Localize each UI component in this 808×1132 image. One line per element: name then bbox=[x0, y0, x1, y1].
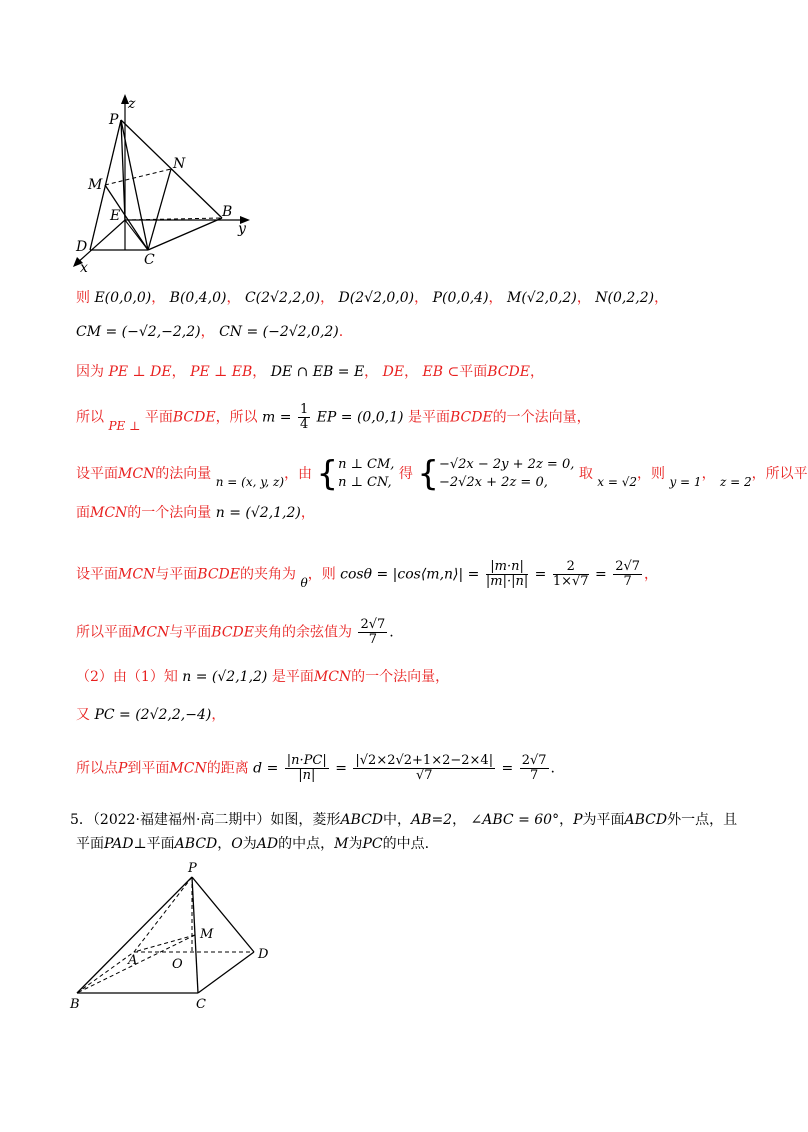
sep: ， bbox=[654, 290, 669, 306]
num: 2√7 bbox=[615, 559, 641, 574]
fig2-label-O: O bbox=[172, 957, 183, 972]
fraction bbox=[613, 560, 642, 589]
math: PC bbox=[362, 836, 383, 852]
figure-pyramid-coordinate bbox=[68, 92, 268, 277]
text: 所以点 bbox=[76, 760, 118, 777]
text: 平面 bbox=[459, 364, 488, 380]
text: 的一个法向量， bbox=[492, 409, 591, 426]
line-because bbox=[76, 362, 740, 382]
num: 2√7 bbox=[360, 617, 386, 632]
text: 与平面 bbox=[155, 566, 198, 583]
text: 得 bbox=[398, 466, 413, 482]
text: 的夹角为 bbox=[240, 566, 297, 583]
math: EP = (0,0,1) bbox=[316, 409, 404, 426]
fraction bbox=[520, 754, 549, 783]
math: PE ⊥ bbox=[108, 418, 141, 433]
text: ， bbox=[644, 566, 659, 583]
brace-icon: { bbox=[417, 454, 439, 494]
text: 所以平面 bbox=[76, 624, 132, 641]
line-normal-n-value bbox=[76, 503, 740, 523]
math: P bbox=[573, 812, 583, 828]
math: ∠ABC = 60° bbox=[470, 812, 560, 828]
den: 7 bbox=[623, 574, 632, 589]
line-so-normal-m bbox=[76, 403, 740, 432]
num: |m·n| bbox=[486, 560, 528, 575]
sep: ， bbox=[364, 364, 379, 380]
sep: ， bbox=[171, 364, 186, 380]
coord-B: B(0,4,0) bbox=[169, 290, 227, 306]
coord-C: C(2√2,2,0) bbox=[244, 290, 321, 306]
math: z = 2 bbox=[720, 475, 752, 489]
text: 为 bbox=[242, 836, 257, 852]
sep: ， bbox=[320, 290, 335, 306]
text: . bbox=[550, 760, 555, 777]
brace-icon: { bbox=[316, 454, 339, 494]
system-perp bbox=[338, 456, 394, 492]
text: 夹角的余弦值为 bbox=[254, 624, 353, 641]
math: x = √2 bbox=[597, 475, 637, 489]
math: y = 1 bbox=[669, 475, 702, 489]
text: ⊥平面 bbox=[133, 836, 175, 852]
text: （2）由（1）知 bbox=[76, 669, 178, 685]
math: MCN bbox=[169, 760, 207, 777]
math: ABCD bbox=[340, 812, 384, 828]
question-5-line-1 bbox=[70, 810, 740, 830]
fig1-label-E: E bbox=[110, 208, 121, 224]
text: 的中点， bbox=[278, 836, 335, 852]
text: 所以 bbox=[76, 409, 104, 426]
fig1-label-M: M bbox=[88, 177, 103, 193]
text: ， bbox=[529, 364, 544, 380]
text: ， bbox=[217, 836, 232, 852]
text: ，则 bbox=[637, 466, 665, 482]
text: 的一个法向量， bbox=[351, 669, 450, 685]
coords-line bbox=[76, 288, 740, 308]
math: n = (x, y, z) bbox=[215, 475, 285, 489]
fig1-label-B: B bbox=[222, 204, 233, 220]
text: 外一点，且 bbox=[667, 812, 738, 828]
num: |n·PC| bbox=[286, 753, 327, 768]
math: ABCD bbox=[174, 836, 218, 852]
math: MCN bbox=[118, 566, 156, 583]
math: BCDE bbox=[172, 409, 216, 426]
den: |m|·|n| bbox=[485, 574, 529, 589]
coords-prefix: 则 bbox=[76, 290, 90, 306]
sep: ， bbox=[576, 290, 591, 306]
fig1-label-P: P bbox=[109, 112, 119, 128]
eq: n ⊥ CM, bbox=[338, 457, 395, 472]
num: 2 bbox=[553, 560, 589, 575]
fraction bbox=[358, 618, 387, 647]
math: O bbox=[231, 836, 243, 852]
sep: ， bbox=[252, 364, 267, 380]
text: 的一个法向量 bbox=[127, 505, 212, 521]
math: AD bbox=[256, 836, 279, 852]
text: 又 bbox=[76, 707, 90, 723]
text: ， bbox=[211, 707, 226, 723]
sep: ， bbox=[488, 290, 503, 306]
math: MCN bbox=[90, 505, 128, 521]
vector-CN: CN = (−2√2,0,2) bbox=[219, 324, 339, 340]
eq: = bbox=[501, 760, 514, 777]
fraction bbox=[486, 560, 528, 589]
figure-rhombus-pyramid bbox=[62, 856, 282, 1016]
coord-P: P(0,0,4) bbox=[432, 290, 489, 306]
vector-CM: CM = (−√2,−2,2) bbox=[76, 324, 201, 340]
math: DE ∩ EB = E bbox=[270, 364, 365, 380]
math: DE bbox=[382, 364, 405, 380]
line-part2-normal bbox=[76, 667, 740, 687]
math: BCDE bbox=[197, 566, 241, 583]
fraction bbox=[553, 560, 589, 589]
coord-N: N(0,2,2) bbox=[595, 290, 655, 306]
text: 取 bbox=[578, 466, 593, 482]
math: BCDE bbox=[449, 409, 493, 426]
num: |√2×2√2+1×2−2×4| bbox=[355, 753, 494, 768]
fig2-label-C: C bbox=[196, 997, 206, 1012]
math: BCDE bbox=[487, 364, 530, 380]
math: n = (√2,1,2) bbox=[215, 505, 301, 521]
fig2-label-A: A bbox=[128, 953, 138, 968]
line-pc-vector bbox=[76, 705, 740, 725]
den: 4 bbox=[299, 417, 309, 432]
fig1-label-y: y bbox=[238, 221, 246, 237]
text: ， bbox=[559, 812, 574, 828]
text: 平面 bbox=[76, 836, 104, 852]
system-equations bbox=[439, 456, 574, 492]
math: EB ⊂ bbox=[422, 364, 460, 380]
coord-E: E(0,0,0) bbox=[94, 290, 152, 306]
line-cosine-result bbox=[76, 618, 740, 647]
math: m = bbox=[262, 409, 292, 426]
math: cosθ = |cos⟨m,n⟩| = bbox=[340, 566, 480, 583]
sep: ， bbox=[414, 290, 429, 306]
text: 是平面 bbox=[407, 409, 450, 426]
text: ，所以平 bbox=[751, 466, 808, 482]
math: AB=2 bbox=[411, 812, 453, 828]
text: ，所以 bbox=[215, 409, 258, 426]
fig1-label-N: N bbox=[173, 156, 186, 172]
sep: ， bbox=[200, 324, 215, 340]
math: n = (√2,1,2) bbox=[182, 669, 268, 685]
math: P bbox=[118, 760, 128, 777]
math: M bbox=[334, 836, 349, 852]
math: MCN bbox=[118, 466, 156, 482]
math: PE ⊥ DE bbox=[108, 364, 172, 380]
eq: = bbox=[335, 760, 347, 777]
text: 中， bbox=[383, 812, 412, 828]
text: 与平面 bbox=[169, 624, 212, 641]
line-normal-n bbox=[76, 454, 808, 494]
text: ，由 bbox=[284, 466, 313, 482]
math: MCN bbox=[132, 624, 170, 641]
fig1-label-D: D bbox=[76, 239, 88, 255]
text: . bbox=[389, 624, 394, 641]
fig1-label-x: x bbox=[80, 260, 88, 276]
fraction bbox=[285, 754, 329, 783]
fig2-label-B: B bbox=[70, 997, 80, 1012]
sep: ， bbox=[151, 290, 166, 306]
text: 设平面 bbox=[76, 566, 118, 583]
text: 的中点. bbox=[382, 836, 430, 852]
math: MCN bbox=[313, 669, 352, 685]
text: 到平面 bbox=[127, 760, 170, 777]
text: ， bbox=[300, 505, 315, 521]
math: θ bbox=[300, 575, 308, 590]
question-5-line-2 bbox=[76, 834, 740, 854]
text: 平面 bbox=[144, 409, 173, 426]
text: 的法向量 bbox=[155, 466, 212, 482]
eq: −2√2x + 2z = 0, bbox=[438, 475, 548, 490]
num: 1 bbox=[299, 402, 309, 417]
math: d = bbox=[253, 760, 279, 777]
den: √7 bbox=[415, 768, 433, 783]
sep: ， bbox=[226, 290, 241, 306]
fig2-label-P: P bbox=[188, 861, 197, 876]
text: 为平面 bbox=[582, 812, 625, 828]
math: BCDE bbox=[211, 624, 255, 641]
sep: ， bbox=[404, 364, 419, 380]
text: ， bbox=[701, 466, 716, 482]
fig1-label-z: z bbox=[128, 96, 136, 112]
text: 设平面 bbox=[76, 466, 118, 482]
eq: = bbox=[534, 566, 547, 583]
math: PC = (2√2,2,−4) bbox=[94, 707, 212, 723]
den: 7 bbox=[529, 768, 539, 783]
math: PAD bbox=[104, 836, 134, 852]
num: 2√7 bbox=[521, 753, 547, 768]
text: 为 bbox=[348, 836, 363, 852]
coord-M: M(√2,0,2) bbox=[507, 290, 577, 306]
text: 的距离 bbox=[206, 760, 249, 777]
end-dot: . bbox=[338, 324, 344, 340]
eq: = bbox=[595, 566, 607, 583]
fraction bbox=[353, 754, 495, 783]
math: PE ⊥ EB bbox=[190, 364, 253, 380]
math: ABCD bbox=[624, 812, 668, 828]
text: 因为 bbox=[76, 364, 104, 380]
fig2-label-M: M bbox=[200, 927, 214, 942]
fraction-one-quarter bbox=[298, 403, 310, 432]
text: ， bbox=[452, 812, 467, 828]
den: |n| bbox=[298, 768, 316, 783]
den: 1×√7 bbox=[552, 574, 589, 589]
eq: −√2x − 2y + 2z = 0, bbox=[438, 457, 575, 472]
fig1-label-C: C bbox=[144, 252, 155, 268]
text: 面 bbox=[76, 505, 90, 521]
text: ，则 bbox=[307, 566, 336, 583]
line-angle bbox=[76, 560, 740, 589]
text: 是平面 bbox=[271, 669, 314, 685]
text: 5．（2022·福建福州·高二期中）如图，菱形 bbox=[70, 812, 341, 828]
line-distance bbox=[76, 754, 740, 783]
den: 7 bbox=[368, 632, 378, 647]
fig2-label-D: D bbox=[258, 947, 269, 962]
vectors-line bbox=[76, 322, 740, 342]
eq: n ⊥ CN, bbox=[338, 475, 392, 490]
coord-D: D(2√2,0,0) bbox=[338, 290, 415, 306]
